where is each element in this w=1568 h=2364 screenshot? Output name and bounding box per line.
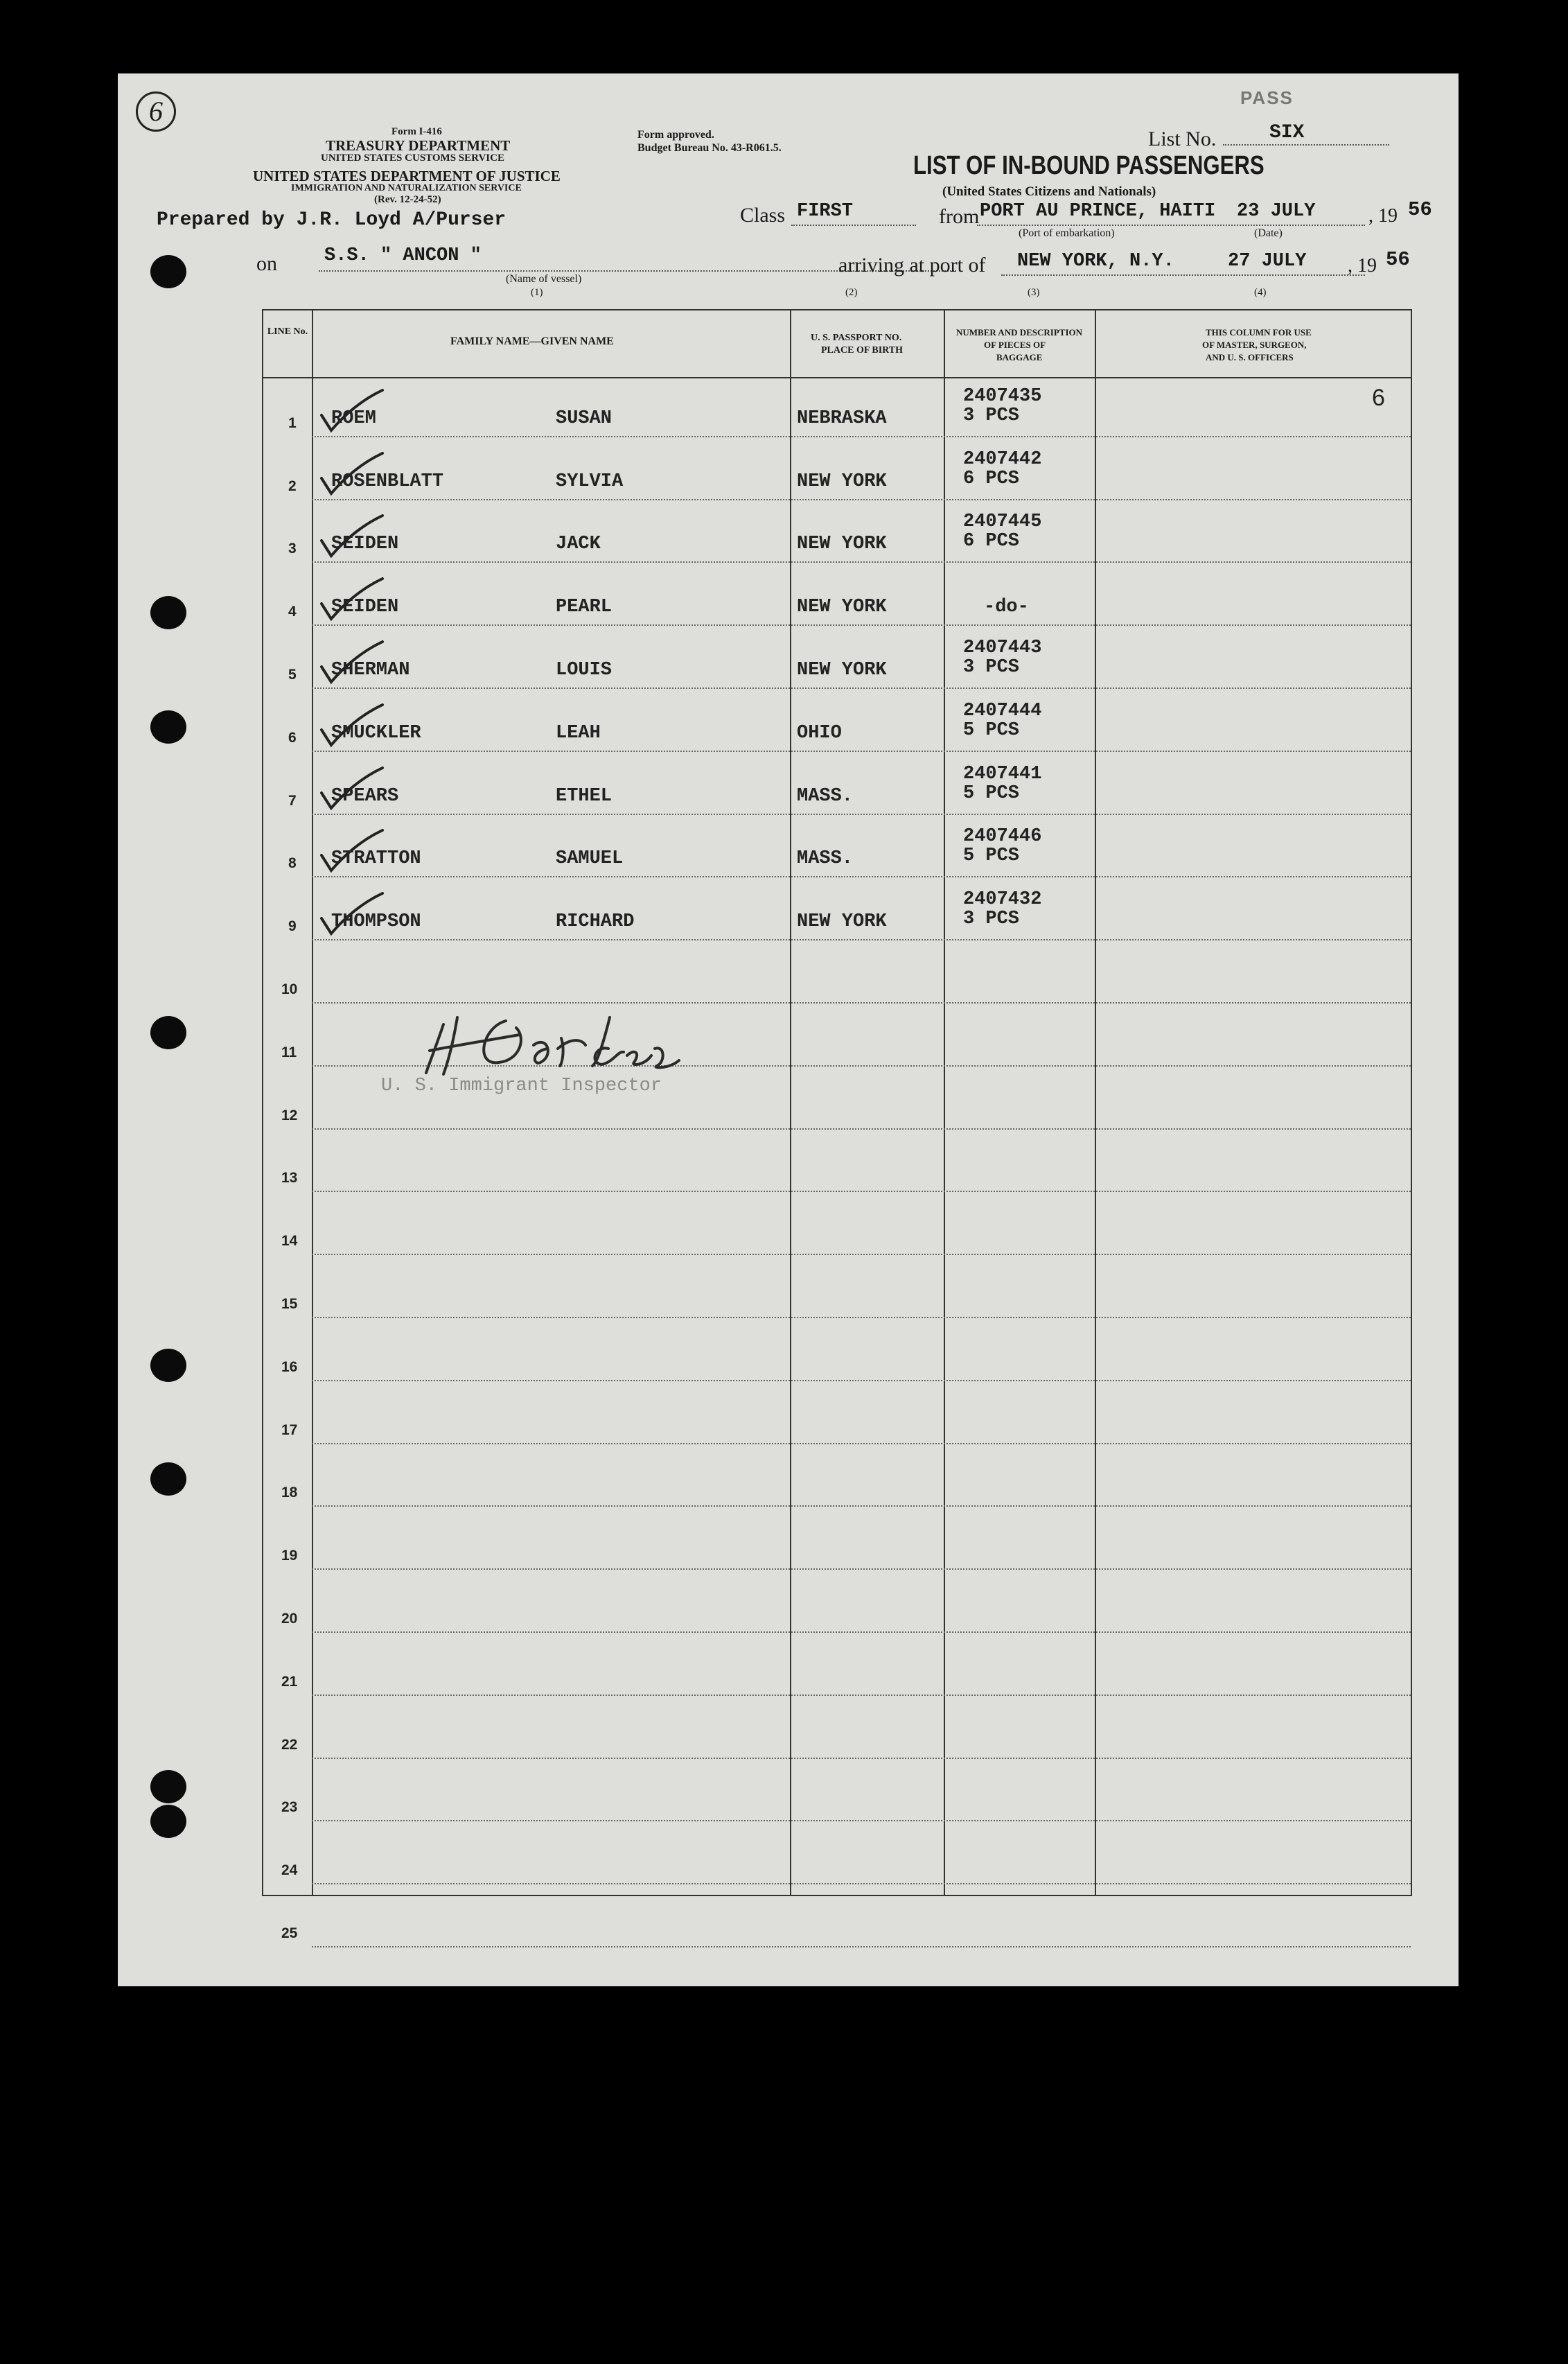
from-label: from <box>939 205 980 228</box>
table-row <box>263 1258 1411 1321</box>
baggage-pieces: 6 PCS <box>963 468 1020 489</box>
treasury-dept: TREASURY DEPARTMENT <box>326 137 511 154</box>
caption-3: (3) <box>1028 287 1040 298</box>
place-of-birth: OHIO <box>797 722 842 744</box>
page-mark: 6 <box>136 91 176 132</box>
table-row <box>263 1762 1411 1825</box>
caption-2: (2) <box>845 287 858 298</box>
punch-hole <box>150 1770 186 1803</box>
col-head-officers-3: AND U. S. OFFICERS <box>1206 352 1294 362</box>
family-name: SEIDEN <box>331 597 399 618</box>
baggage-pieces: 3 PCS <box>963 909 1020 930</box>
class-label: Class <box>740 204 786 227</box>
from-underline <box>977 225 1365 226</box>
check-mark-icon <box>313 387 389 436</box>
punch-hole <box>150 710 186 744</box>
row-rule <box>312 1443 1411 1444</box>
given-name: SYLVIA <box>556 471 624 492</box>
manifest-table <box>262 309 1412 1941</box>
row-rule <box>312 624 1411 626</box>
row-rule <box>312 499 1411 500</box>
punch-hole <box>150 596 186 629</box>
table-row <box>263 566 1411 629</box>
form-revision: (Rev. 12-24-52) <box>374 194 441 205</box>
family-name: SEIDEN <box>331 534 399 555</box>
row-rule <box>312 1317 1411 1318</box>
given-name: JACK <box>556 534 601 555</box>
baggage-pieces: 5 PCS <box>963 782 1020 804</box>
family-name: THOMPSON <box>331 911 421 933</box>
table-row <box>263 629 1411 692</box>
punch-hole <box>150 1462 186 1496</box>
line-number: 5 <box>288 666 297 683</box>
baggage-pieces: -do- <box>984 597 1029 618</box>
table-row <box>263 1384 1411 1447</box>
line-number: 2 <box>288 478 297 494</box>
row-rule <box>312 1883 1411 1884</box>
place-of-birth: NEW YORK <box>797 534 887 555</box>
baggage-number: 2407443 <box>963 637 1042 658</box>
col-head-officers-2: OF MASTER, SURGEON, <box>1202 340 1307 350</box>
line-number: 11 <box>281 1044 297 1060</box>
table-row <box>263 377 1411 440</box>
line-number: 25 <box>281 1925 298 1941</box>
table-row <box>263 755 1411 818</box>
line-number: 14 <box>281 1233 298 1250</box>
check-mark-icon <box>313 828 389 876</box>
baggage-number: 2407441 <box>963 763 1042 785</box>
prepared-by: Prepared by J.R. Loyd A/Purser <box>157 209 506 231</box>
list-no-value: SIX <box>1269 122 1305 143</box>
line-number: 9 <box>288 918 297 935</box>
family-name: SMUCKLER <box>331 722 421 744</box>
class-underline <box>791 225 916 226</box>
col-head-line-no: LINE No. <box>267 326 308 337</box>
given-name: SAMUEL <box>556 848 624 870</box>
line-number: 12 <box>281 1107 298 1123</box>
vessel-name: S.S. " ANCON " <box>324 245 482 266</box>
family-name: ROSENBLATT <box>331 471 444 492</box>
col-head-baggage-3: BAGGAGE <box>996 352 1043 362</box>
vessel-caption: (Name of vessel) <box>506 273 582 285</box>
table-row <box>263 1636 1411 1699</box>
port-caption: (Port of embarkation) <box>1019 227 1115 239</box>
table-row <box>263 1132 1411 1196</box>
place-of-birth: MASS. <box>797 785 854 807</box>
class-value: FIRST <box>797 201 854 222</box>
form-approved: Form approved. <box>637 129 714 141</box>
table-row <box>263 1824 1411 1887</box>
on-label: on <box>256 252 277 275</box>
line-number: 6 <box>288 729 297 746</box>
table-row <box>263 1887 1411 1950</box>
place-of-birth: NEW YORK <box>797 597 887 618</box>
depart-year-prefix: , 19 <box>1368 205 1398 227</box>
list-no-underline <box>1223 144 1389 146</box>
arrive-day: 27 JULY <box>1228 251 1307 272</box>
date-caption: (Date) <box>1254 227 1283 239</box>
given-name: SUSAN <box>556 408 613 429</box>
arrive-underline <box>1001 274 1365 276</box>
officer-note: 6 <box>1372 384 1385 411</box>
line-number: 15 <box>281 1295 298 1312</box>
check-mark-icon <box>313 639 389 688</box>
row-rule <box>312 1946 1411 1947</box>
table-row <box>263 1321 1411 1384</box>
given-name: RICHARD <box>556 911 635 933</box>
form-subtitle: (United States Citizens and Nationals) <box>942 184 1156 199</box>
table-row <box>263 692 1411 755</box>
col-head-baggage-2: OF PIECES OF <box>984 340 1046 350</box>
row-rule <box>312 1380 1411 1381</box>
depart-year: 56 <box>1408 198 1432 221</box>
row-rule <box>312 1631 1411 1633</box>
col-head-passport-2: PLACE OF BIRTH <box>821 345 904 356</box>
row-rule <box>312 1758 1411 1759</box>
arrive-year-prefix: , 19 <box>1348 255 1377 277</box>
baggage-number: 2407446 <box>963 826 1042 848</box>
line-number: 17 <box>281 1421 298 1438</box>
inspector-signature <box>416 997 686 1080</box>
inspector-stamp: U. S. Immigrant Inspector <box>381 1076 662 1096</box>
line-number: 3 <box>288 541 297 557</box>
row-rule <box>312 1568 1411 1570</box>
baggage-pieces: 5 PCS <box>963 846 1020 867</box>
line-number: 8 <box>288 855 297 872</box>
line-number: 23 <box>281 1799 298 1816</box>
table-row <box>263 440 1411 503</box>
place-of-birth: NEW YORK <box>797 471 887 492</box>
row-rule <box>312 436 1411 437</box>
row-rule <box>312 939 1411 940</box>
check-mark-icon <box>313 576 389 624</box>
baggage-pieces: 6 PCS <box>963 531 1020 552</box>
caption-1: (1) <box>531 287 543 298</box>
place-of-birth: MASS. <box>797 848 854 870</box>
line-number: 7 <box>288 792 297 809</box>
line-number: 20 <box>281 1610 298 1627</box>
family-name: STRATTON <box>331 848 421 870</box>
arriving-label: arriving at port of <box>838 254 986 277</box>
line-number: 1 <box>288 414 297 431</box>
manifest-rows <box>263 377 1411 1941</box>
punch-hole <box>150 1805 186 1838</box>
table-row <box>263 880 1411 943</box>
baggage-pieces: 3 PCS <box>963 405 1020 426</box>
from-value: PORT AU PRINCE, HAITI <box>980 201 1216 222</box>
table-row <box>263 503 1411 566</box>
row-rule <box>312 814 1411 815</box>
place-of-birth: NEW YORK <box>797 659 887 681</box>
customs-service: UNITED STATES CUSTOMS SERVICE <box>321 152 504 164</box>
place-of-birth: NEBRASKA <box>797 408 887 429</box>
depart-day: 23 JULY <box>1237 201 1316 222</box>
line-number: 10 <box>281 981 298 997</box>
arrive-port: NEW YORK, N.Y. <box>1017 251 1174 272</box>
row-rule <box>312 561 1411 563</box>
baggage-number: 2407435 <box>963 385 1042 407</box>
col-head-officers-1: THIS COLUMN FOR USE <box>1206 327 1312 338</box>
baggage-pieces: 5 PCS <box>963 719 1020 741</box>
punch-hole <box>150 1349 186 1382</box>
check-mark-icon <box>313 450 389 499</box>
line-number: 22 <box>281 1736 298 1753</box>
table-row <box>263 1447 1411 1510</box>
baggage-number: 2407432 <box>963 889 1042 911</box>
corner-stamp: PASS <box>1240 87 1294 108</box>
justice-dept: UNITED STATES DEPARTMENT OF JUSTICE <box>253 168 561 184</box>
table-row <box>263 1699 1411 1762</box>
line-number: 4 <box>288 604 297 620</box>
place-of-birth: NEW YORK <box>797 911 887 933</box>
row-rule <box>312 1695 1411 1696</box>
line-number: 16 <box>281 1358 298 1375</box>
form-title: LIST OF IN-BOUND PASSENGERS <box>913 151 1265 180</box>
row-rule <box>312 1505 1411 1507</box>
line-number: 21 <box>281 1673 298 1690</box>
budget-bureau: Budget Bureau No. 43-R061.5. <box>637 142 782 154</box>
col-head-name: FAMILY NAME—GIVEN NAME <box>450 335 614 347</box>
baggage-number: 2407445 <box>963 511 1042 533</box>
baggage-number: 2407442 <box>963 448 1042 470</box>
table-row <box>263 818 1411 881</box>
row-rule <box>312 1254 1411 1255</box>
check-mark-icon <box>313 513 389 561</box>
given-name: ETHEL <box>556 785 613 807</box>
col-head-passport-1: U. S. PASSPORT NO. <box>811 333 902 343</box>
given-name: LEAH <box>556 722 601 744</box>
check-mark-icon <box>313 891 389 939</box>
given-name: PEARL <box>556 597 613 618</box>
caption-4: (4) <box>1254 287 1267 298</box>
row-rule <box>312 1128 1411 1130</box>
manifest-page <box>118 73 1459 1986</box>
col-head-baggage-1: NUMBER AND DESCRIPTION <box>956 327 1083 338</box>
table-row <box>263 1509 1411 1573</box>
check-mark-icon <box>313 765 389 814</box>
row-rule <box>312 751 1411 752</box>
row-rule <box>312 688 1411 689</box>
line-number: 18 <box>281 1485 298 1501</box>
family-name: ROEM <box>331 408 376 429</box>
punch-hole <box>150 1016 186 1049</box>
table-row <box>263 1195 1411 1258</box>
list-no-label: List No. <box>1148 128 1217 150</box>
baggage-pieces: 3 PCS <box>963 656 1020 678</box>
line-number: 24 <box>281 1862 298 1879</box>
given-name: LOUIS <box>556 659 613 681</box>
row-rule <box>312 876 1411 877</box>
ins-service: IMMIGRATION AND NATURALIZATION SERVICE <box>291 183 522 193</box>
family-name: SHERMAN <box>331 659 410 681</box>
check-mark-icon <box>313 702 389 751</box>
punch-hole <box>150 255 186 288</box>
row-rule <box>312 1191 1411 1192</box>
line-number: 19 <box>281 1548 298 1564</box>
row-rule <box>312 1820 1411 1821</box>
arrive-year: 56 <box>1386 248 1410 271</box>
table-row <box>263 1573 1411 1636</box>
family-name: SPEARS <box>331 785 399 807</box>
baggage-number: 2407444 <box>963 700 1042 721</box>
line-number: 13 <box>281 1170 298 1187</box>
form-number: Form I-416 <box>391 126 442 137</box>
